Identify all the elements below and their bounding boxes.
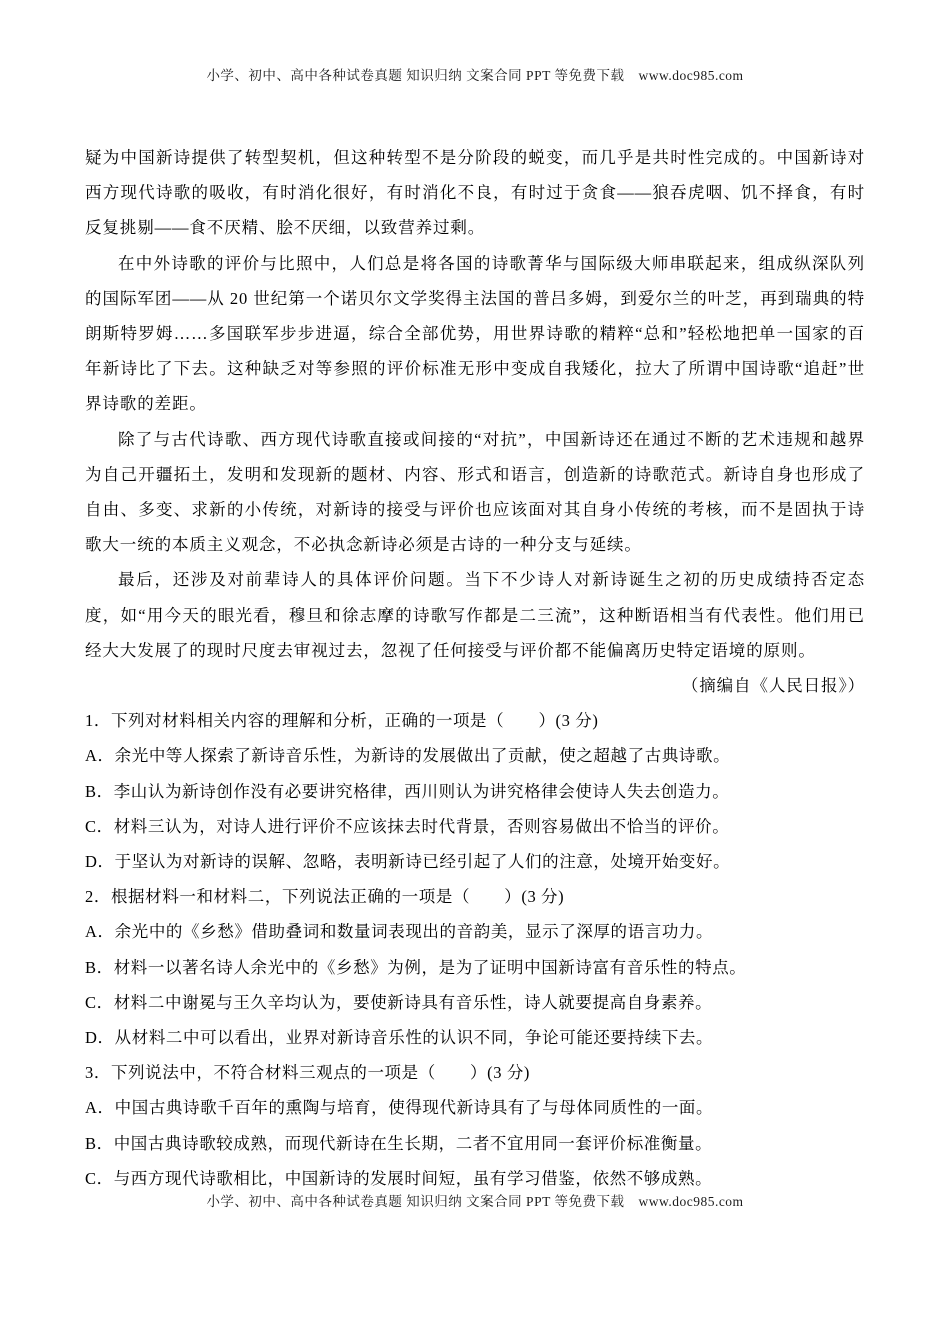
question-stem: 1．下列对材料相关内容的理解和分析，正确的一项是（ ）(3 分) bbox=[85, 711, 599, 731]
option-c: C．材料三认为，对诗人进行评价不应该抹去时代背景，否则容易做出不恰当的评价。 bbox=[85, 816, 730, 836]
document-body bbox=[85, 140, 865, 1196]
question-1 bbox=[85, 703, 865, 879]
option-c: C．与西方现代诗歌相比，中国新诗的发展时间短，虽有学习借鉴，依然不够成熟。 bbox=[85, 1168, 713, 1188]
option-a: A．中国古典诗歌千百年的熏陶与培育，使得现代新诗具有了与母体同质性的一面。 bbox=[85, 1098, 714, 1118]
question-stem: 2．根据材料一和材料二，下列说法正确的一项是（ ）(3 分) bbox=[85, 887, 565, 907]
option-a: A．余光中等人探索了新诗音乐性，为新诗的发展做出了贡献，使之超越了古典诗歌。 bbox=[85, 746, 731, 766]
option-d: D．于坚认为对新诗的误解、忽略，表明新诗已经引起了人们的注意，处境开始变好。 bbox=[85, 852, 731, 872]
footer-text: 小学、初中、高中各种试卷真题 知识归纳 文案合同 PPT 等免费下载 www.doc985.com bbox=[206, 1194, 744, 1209]
option-a: A．余光中的《乡愁》借助叠词和数量词表现出的音韵美，显示了深厚的语言功力。 bbox=[85, 922, 714, 942]
option-b: B．材料一以著名诗人余光中的《乡愁》为例，是为了证明中国新诗富有音乐性的特点。 bbox=[85, 957, 747, 977]
question-3 bbox=[85, 1055, 865, 1196]
option-d: D．从材料二中可以看出，业界对新诗音乐性的认识不同，争论可能还要持续下去。 bbox=[85, 1028, 714, 1048]
question-2 bbox=[85, 879, 865, 1055]
option-c: C．材料二中谢冕与王久辛均认为，要使新诗具有音乐性，诗人就要提高自身素养。 bbox=[85, 992, 713, 1012]
paragraph: 除了与古代诗歌、西方现代诗歌直接或间接的“对抗”，中国新诗还在通过不断的艺术违规和越界为自己开疆拓土，发明和发现新的题材、内容、形式和语言，创造新的诗歌范式。新诗自身也形成了自由、多变、求新的小传统，对新诗的接受与评价也应该面对其自身小传统的考核，而不是固执于诗歌大一统的本质主义观念，不必执念新诗必须是古诗的一种分支与延续。 bbox=[85, 429, 865, 555]
option-b: B．中国古典诗歌较成熟，而现代新诗在生长期，二者不宜用同一套评价标准衡量。 bbox=[85, 1133, 713, 1153]
paragraph: 最后，还涉及对前辈诗人的具体评价问题。当下不少诗人对新诗诞生之初的历史成绩持否定态度，如“用今天的眼光看，穆旦和徐志摩的诗歌写作都是二三流”，这种断语相当有代表性。他们用已经大大发展了的现时尺度去审视过去，忽视了任何接受与评价都不能偏离历史特定语境的原则。 bbox=[85, 570, 865, 660]
header-text: 小学、初中、高中各种试卷真题 知识归纳 文案合同 PPT 等免费下载 www.doc985.com bbox=[206, 68, 744, 83]
attribution: （摘编自《人民日报》） bbox=[681, 676, 865, 696]
question-stem: 3．下列说法中，不符合材料三观点的一项是（ ）(3 分) bbox=[85, 1063, 531, 1083]
paragraph: 疑为中国新诗提供了转型契机，但这种转型不是分阶段的蜕变，而几乎是共时性完成的。中国新诗对西方现代诗歌的吸收，有时消化很好，有时消化不良，有时过于贪食——狼吞虎咽、饥不择食，有时反复挑剔——食不厌精、脍不厌细，以致营养过剩。 bbox=[85, 148, 865, 238]
paragraph: 在中外诗歌的评价与比照中，人们总是将各国的诗歌菁华与国际级大师串联起来，组成纵深队列的国际军团——从 20 世纪第一个诺贝尔文学奖得主法国的普吕多姆，到爱尔兰的叶芝，再到瑞典的特朗斯特罗姆……多国联军步步进逼，综合全部优势，用世界诗歌的精粹“总和”轻松地把单一国家的百年新诗比了下去。这种缺乏对等参照的评价标准无形中变成自我矮化，拉大了所谓中国诗歌“追赶”世界诗歌的差距。 bbox=[85, 253, 865, 414]
option-b: B．李山认为新诗创作没有必要讲究格律，西川则认为讲究格律会使诗人失去创造力。 bbox=[85, 781, 730, 801]
